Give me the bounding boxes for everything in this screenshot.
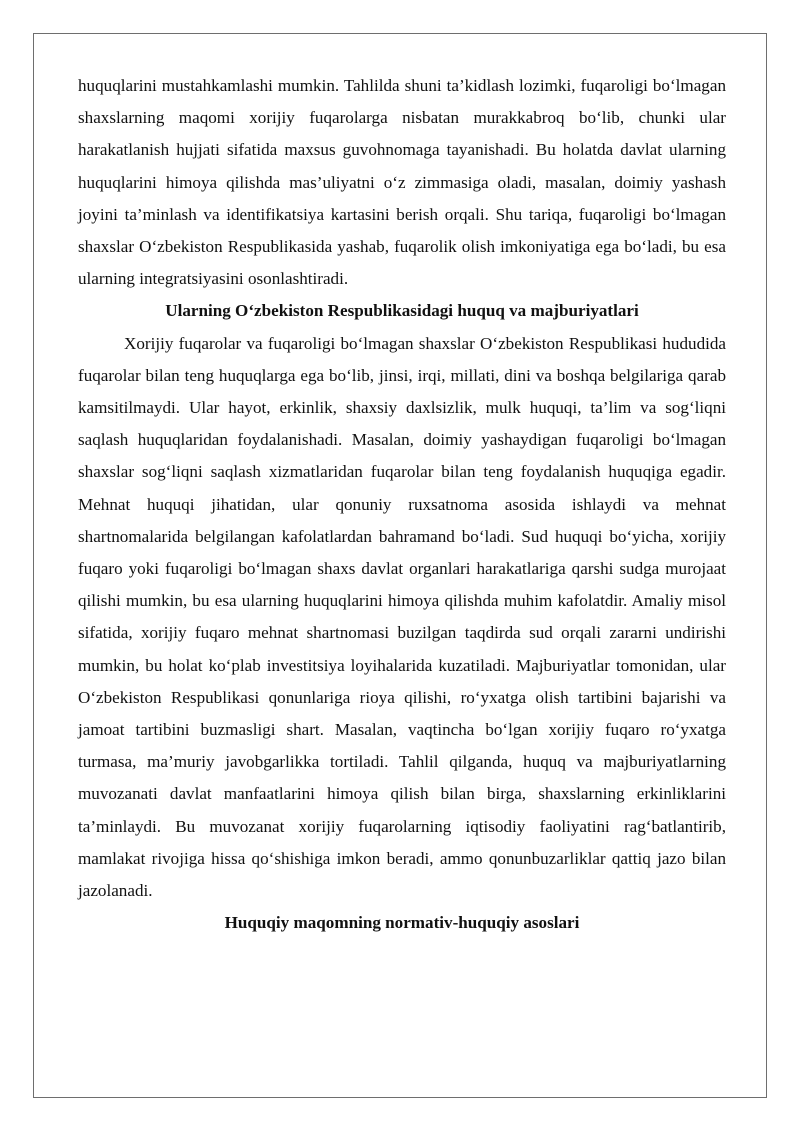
section-heading-legal-basis: Huquqiy maqomning normativ-huquqiy asoslari	[224, 913, 580, 933]
document-body	[78, 70, 726, 939]
paragraph-rights-duties: Xorijiy fuqarolar va fuqaroligi bo‘lmagan shaxslar O‘zbekiston Respublikasi hududida fuqarolar bilan teng huquqlarga ega bo‘lib, jinsi, irqi, millati, dini va boshqa belgilariga qarab kamsitilmaydi. Ular hayot, erkinlik, shaxsiy daxlsizlik, mulk huquqi, ta’lim va sog‘liqni saqlash huquqlaridan foydalanishadi. Masalan, doimiy yashaydigan fuqaroligi bo‘lmagan shaxslar sog‘liqni saqlash xizmatlaridan fuqarolar bilan teng foydalanish huquqiga egadir. Mehnat huquqi jihatidan, ular qonuniy ruxsatnoma asosida ishlaydi va mehnat shartnomalarida belgilangan kafolatlardan bahramand bo‘ladi. Sud huquqi bo‘yicha, xorijiy fuqaro yoki fuqaroligi bo‘lmagan shaxs davlat organlari harakatlariga qarshi sudga murojaat qilishi mumkin, bu esa ularning huquqlarini himoya qilishda muhim kafolatdir. Amaliy misol sifatida, xorijiy fuqaro mehnat shartnomasi buzilgan taqdirda sud orqali zararni undirishi mumkin, bu holat ko‘plab investitsiya loyihalarida kuzatiladi. Majburiyatlar tomonidan, ular O‘zbekiston Respublikasi qonunlariga rioya qilishi, ro‘yxatga olish tartibini bajarishi va jamoat tartibini buzmasligi shart. Masalan, vaqtincha bo‘lgan xorijiy fuqaro ro‘yxatga turmasa, ma’muriy javobgarlikka tortiladi. Tahlil qilganda, huquq va majburiyatlarning muvozanati davlat manfaatlarini himoya qilish bilan birga, shaxslarning erkinliklarini ta’minlaydi. Bu muvozanat xorijiy fuqarolarning iqtisodiy faoliyatini rag‘batlantirib, mamlakat rivojiga hissa qo‘shishiga imkon beradi, ammo qonunbuzarliklar qattiq jazo bilan jazolanadi.	[78, 333, 726, 901]
paragraph-continuation: huquqlarini mustahkamlashi mumkin. Tahlilda shuni ta’kidlash lozimki, fuqaroligi bo‘lmagan shaxslarning maqomi xorijiy fuqarolarga nisbatan murakkabroq bo‘lib, chunki ular harakatlanish hujjati sifatida maxsus guvohnomaga tayanishadi. Bu holatda davlat ularning huquqlarini himoya qilishda mas’uliyatni o‘z zimmasiga oladi, masalan, doimiy yashash joyini ta’minlash va identifikatsiya kartasini berish orqali. Shu tariqa, fuqaroligi bo‘lmagan shaxslar O‘zbekiston Respublikasida yashab, fuqarolik olish imkoniyatiga ega bo‘ladi, bu esa ularning integratsiyasini osonlashtiradi.	[78, 76, 726, 289]
section-heading-rights-duties: Ularning O‘zbekiston Respublikasidagi huquq va majburiyatlari	[165, 301, 639, 321]
